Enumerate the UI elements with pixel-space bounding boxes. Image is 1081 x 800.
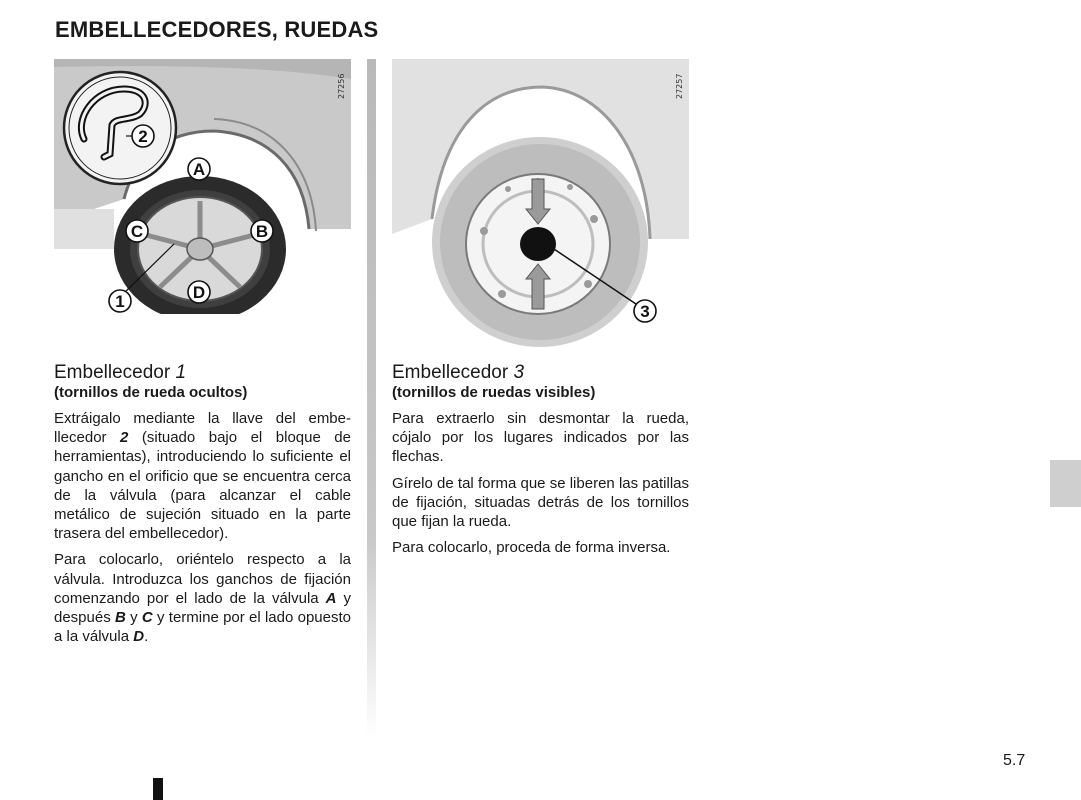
paragraph-removal: Extráigalo mediante la llave del embellecedor 2 (situado bajo el bloque de herramientas), introduciendo lo suficiente el gancho en el orificio que se encuentra cerca de la válvula (para alcanzar el cable metálico de sujeción situado en la parte trasera del embellecedor). [54,410,351,543]
callout-2: 2 [138,127,148,146]
figure-hubcap-visible-bolts [392,59,689,349]
figure-hubcap-hidden-bolts [54,59,351,314]
paragraph-refitting: Para colocarlo, oriéntelo respecto a la válvula. Introduzca los ganchos de fijación comenzando por el lado de la válvula A y después B y C y termine por el lado opuesto a la válvula D. [54,551,351,646]
paragraph-removal: Para extraerlo sin desmontar la rueda, cójalo por los lugares indicados por las flechas. [392,410,689,466]
section-hubcap-3 [392,362,689,564]
callout-3: 3 [640,302,650,321]
figure-reference: 27257 [675,73,684,99]
chapter-tab [1050,460,1081,507]
page-title: EMBELLECEDORES, RUEDAS [55,17,379,42]
section-title: Embellecedor 1 [54,362,187,383]
section-subtitle: (tornillos de rueda ocultos) [54,384,248,401]
callout-C: C [130,222,144,241]
paragraph-rotation: Gírelo de tal forma que se liberen las patillas de fijación, situadas detrás de los tornillos que fijan la rueda. [392,474,689,531]
callout-B: B [255,222,269,241]
callout-1: 1 [115,292,125,311]
paragraph-refitting: Para colocarlo, proceda de forma inversa. [392,539,671,557]
column-divider [367,59,376,739]
figure-reference: 27256 [337,73,346,99]
section-title: Embellecedor 3 [392,362,525,383]
page-number: 5.7 [1003,752,1026,769]
section-hubcap-1 [54,362,351,653]
crop-mark [153,778,163,800]
callout-D: D [192,283,206,302]
callout-A: A [192,160,206,179]
section-subtitle: (tornillos de ruedas visibles) [392,384,596,401]
